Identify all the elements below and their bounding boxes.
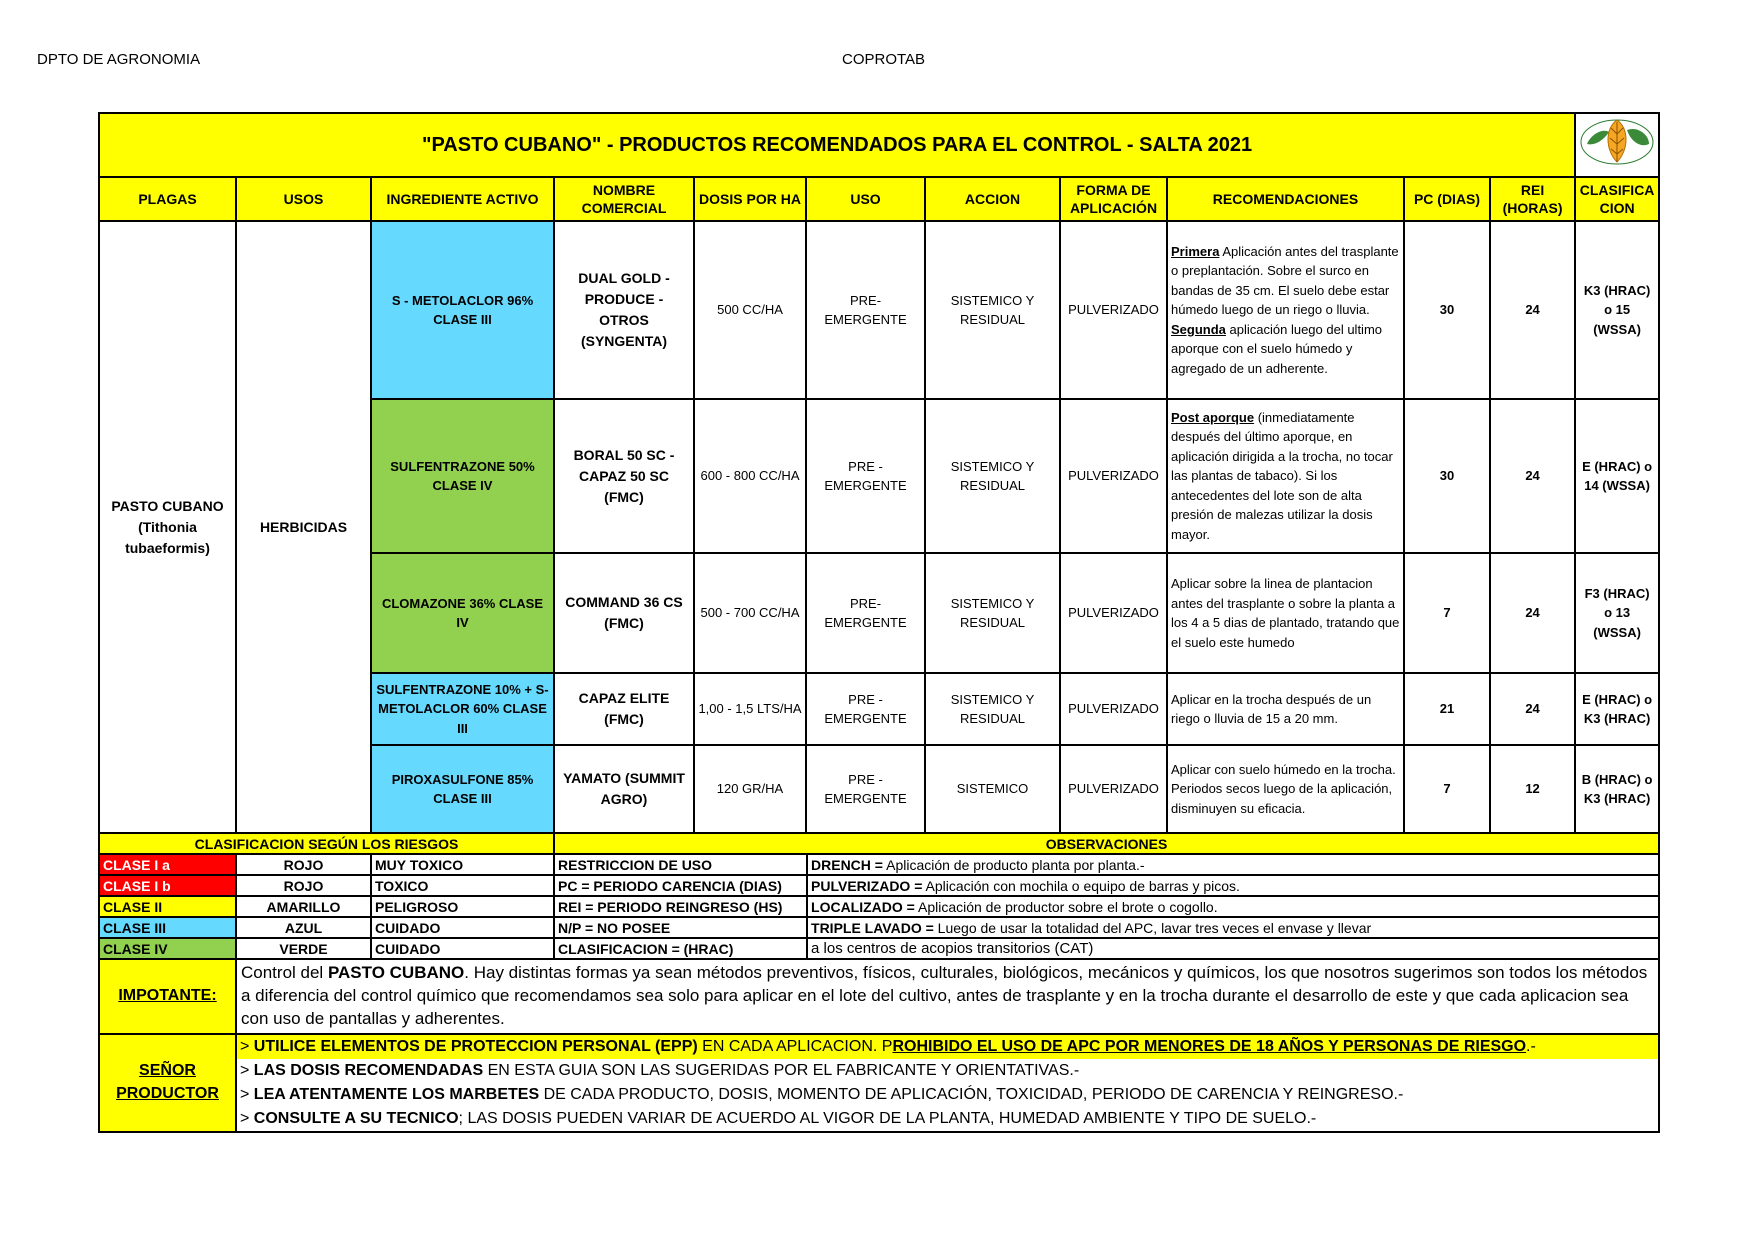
obs-left: CLASIFICACION = (HRAC) — [554, 938, 807, 959]
clasif-cell: K3 (HRAC) o 15 (WSSA) — [1575, 221, 1659, 399]
risk-tox: TOXICO — [371, 875, 554, 896]
risk-row — [99, 938, 1659, 959]
risk-observations-table — [98, 832, 1660, 960]
risk-row — [99, 917, 1659, 938]
risk-row — [99, 875, 1659, 896]
pc-cell: 7 — [1404, 553, 1490, 673]
risk-color: VERDE — [236, 938, 371, 959]
obs-key: TRIPLE LAVADO = — [811, 919, 934, 936]
obs-left: PC = PERIODO CARENCIA (DIAS) — [554, 875, 807, 896]
nombre-cell: COMMAND 36 CS (FMC) — [554, 553, 694, 673]
pc-cell: 30 — [1404, 221, 1490, 399]
obs-title: OBSERVACIONES — [554, 833, 1659, 854]
senor-l1e: .- — [1526, 1037, 1536, 1055]
clasif-cell: F3 (HRAC) o 13 (WSSA) — [1575, 553, 1659, 673]
rei-cell: 24 — [1490, 221, 1575, 399]
obs-right — [807, 938, 1659, 959]
risk-color: AMARILLO — [236, 896, 371, 917]
obs-right — [807, 896, 1659, 917]
forma-cell: PULVERIZADO — [1060, 673, 1167, 745]
senor-l3a: > — [240, 1085, 254, 1103]
risk-row — [99, 896, 1659, 917]
senor-l1a: > — [240, 1037, 254, 1055]
col-clasificacion: CLASIFICACION — [1575, 177, 1659, 221]
uso-cell: PRE - EMERGENTE — [806, 673, 925, 745]
column-headers — [99, 177, 1659, 221]
senor-l4b: CONSULTE A SU TECNICO — [253, 1109, 459, 1127]
senor-label-2: PRODUCTOR — [116, 1084, 219, 1102]
senor-lines — [236, 1034, 1659, 1132]
risk-class: CLASE I b — [99, 875, 236, 896]
uso-cell: PRE - EMERGENTE — [806, 745, 925, 833]
plaga-cell — [99, 221, 236, 833]
uso-cell: PRE-EMERGENTE — [806, 221, 925, 399]
dosis-cell: 120 GR/HA — [694, 745, 806, 833]
obs-value: Luego de usar la totalidad del APC, lavar tres veces el envase y llevar — [933, 919, 1372, 936]
recomendacion-cell: Aplicar en la trocha después de un riego o lluvia de 15 a 20 mm. — [1167, 673, 1404, 745]
risk-tox: CUIDADO — [371, 938, 554, 959]
recomendacion-cell — [1167, 399, 1404, 553]
obs-left: N/P = NO POSEE — [554, 917, 807, 938]
senor-l2b: LAS DOSIS RECOMENDADAS — [253, 1061, 484, 1079]
col-recomendaciones: RECOMENDACIONES — [1167, 177, 1404, 221]
forma-cell: PULVERIZADO — [1060, 399, 1167, 553]
forma-cell: PULVERIZADO — [1060, 221, 1167, 399]
nombre-cell: DUAL GOLD - PRODUCE - OTROS (SYNGENTA) — [554, 221, 694, 399]
rec-text: (inmediatamente después del último aporque, en aplicación dirigida a la trocha, no tocar las plantas de tabaco). Si los antecedentes del lote son de alta presión de malezas utilizar la dosis mayor. — [1171, 409, 1393, 542]
nombre-cell: YAMATO (SUMMIT AGRO) — [554, 745, 694, 833]
risk-class: CLASE IV — [99, 938, 236, 959]
senor-l2c: EN ESTA GUIA SON LAS SUGERIDAS POR EL FABRICANTE Y ORIENTATIVAS.- — [483, 1061, 1080, 1079]
ingrediente-cell: SULFENTRAZONE 50% CLASE IV — [371, 399, 554, 553]
recomendacion-cell — [1167, 221, 1404, 399]
forma-cell: PULVERIZADO — [1060, 553, 1167, 673]
col-ingrediente: INGREDIENTE ACTIVO — [371, 177, 554, 221]
senor-line-1 — [237, 1035, 1658, 1059]
col-accion: ACCION — [925, 177, 1060, 221]
rei-cell: 24 — [1490, 553, 1575, 673]
ingrediente-cell: CLOMAZONE 36% CLASE IV — [371, 553, 554, 673]
obs-right — [807, 854, 1659, 875]
importante-text-c: . Hay distintas formas ya sean métodos preventivos, físicos, culturales, biológicos, mecánicos y químicos, los que nosotros sugerimos son todos los métodos a diferencia del control químico que recomendamos sea solo para aplicar en el lote del cultivo, antes de trasplante y en la trocha durante el desarrollo de este y que cada aplicacion sea con uso de pantallas y adherentes. — [241, 963, 1648, 1028]
plaga-name: PASTO CUBANO — [111, 497, 224, 514]
obs-key: LOCALIZADO = — [811, 898, 915, 915]
header-dept: DPTO DE AGRONOMIA — [37, 51, 201, 68]
risk-title: CLASIFICACION SEGÚN LOS RIESGOS — [99, 833, 554, 854]
uso-cell: PRE-EMERGENTE — [806, 553, 925, 673]
risk-class: CLASE III — [99, 917, 236, 938]
uso-cell: PRE - EMERGENTE — [806, 399, 925, 553]
risk-tox: CUIDADO — [371, 917, 554, 938]
senor-label — [99, 1034, 236, 1132]
rec-emphasis-2: Segunda — [1171, 321, 1226, 337]
importante-label: IMPOTANTE: — [99, 959, 236, 1034]
col-plagas: PLAGAS — [99, 177, 236, 221]
table-row — [99, 221, 1659, 399]
senor-l4a: > — [240, 1109, 254, 1127]
clasif-cell: E (HRAC) o K3 (HRAC) — [1575, 673, 1659, 745]
clasif-cell: B (HRAC) o K3 (HRAC) — [1575, 745, 1659, 833]
obs-left: REI = PERIODO REINGRESO (HS) — [554, 896, 807, 917]
dosis-cell: 500 CC/HA — [694, 221, 806, 399]
ingrediente-cell: SULFENTRAZONE 10% + S-METOLACLOR 60% CLASE III — [371, 673, 554, 745]
rei-cell: 24 — [1490, 673, 1575, 745]
senor-line-2 — [237, 1059, 1658, 1083]
col-usos: USOS — [236, 177, 371, 221]
senor-l1c: EN CADA APLICACION. P — [697, 1037, 893, 1055]
col-rei: REI (HORAS) — [1490, 177, 1575, 221]
plaga-sci: (Tithonia tubaeformis) — [125, 518, 210, 556]
accion-cell: SISTEMICO Y RESIDUAL — [925, 553, 1060, 673]
obs-key: PULVERIZADO = — [811, 877, 923, 894]
importante-text-a: Control del — [241, 963, 328, 982]
risk-color: AZUL — [236, 917, 371, 938]
clasif-cell: E (HRAC) o 14 (WSSA) — [1575, 399, 1659, 553]
senor-l3b: LEA ATENTAMENTE LOS MARBETES — [253, 1085, 540, 1103]
col-forma: FORMA DE APLICACIÓN — [1060, 177, 1167, 221]
header-org: COPROTAB — [842, 51, 926, 68]
nombre-cell: CAPAZ ELITE (FMC) — [554, 673, 694, 745]
obs-right — [807, 917, 1659, 938]
rec-emphasis: Primera — [1171, 243, 1220, 259]
senor-line-3 — [237, 1083, 1658, 1107]
main-table-frame — [98, 112, 1658, 1133]
senor-l1d: ROHIBIDO EL USO DE APC POR MENORES DE 18 AÑOS Y PERSONAS DE RIESGO — [892, 1037, 1527, 1055]
rei-cell: 24 — [1490, 399, 1575, 553]
dosis-cell: 600 - 800 CC/HA — [694, 399, 806, 553]
accion-cell: SISTEMICO Y RESIDUAL — [925, 673, 1060, 745]
rec-text-2: aplicación luego del ultimo aporque con el suelo húmedo y agregado de un adherente. — [1171, 321, 1383, 376]
importante-text — [236, 959, 1659, 1034]
logo — [1575, 113, 1659, 177]
senor-l4c: ; LAS DOSIS PUEDEN VARIAR DE ACUERDO AL VIGOR DE LA PLANTA, HUMEDAD AMBIENTE Y TIPO DE SUELO.- — [458, 1109, 1317, 1127]
obs-value: Aplicación de producto planta por planta.- — [882, 856, 1145, 873]
risk-class: CLASE II — [99, 896, 236, 917]
obs-value: Aplicación de productor sobre el brote o cogollo. — [914, 898, 1218, 915]
importante-text-b: PASTO CUBANO — [327, 963, 465, 982]
senor-l3c: DE CADA PRODUCTO, DOSIS, MOMENTO DE APLICACIÓN, TOXICIDAD, PERIODO DE CARENCIA Y REINGRESO.- — [539, 1085, 1404, 1103]
col-pc: PC (DIAS) — [1404, 177, 1490, 221]
pc-cell: 30 — [1404, 399, 1490, 553]
obs-value: a los centros de acopios transitorios (CAT) — [811, 940, 1094, 957]
obs-value: Aplicación con mochila o equipo de barras y picos. — [922, 877, 1240, 894]
risk-tox: PELIGROSO — [371, 896, 554, 917]
pc-cell: 21 — [1404, 673, 1490, 745]
rec-text: Aplicación antes del trasplante o preplantación. Sobre el surco en bandas de 35 cm. El suelo debe estar húmedo luego de un riego o lluvia. — [1171, 243, 1399, 318]
rei-cell: 12 — [1490, 745, 1575, 833]
obs-right — [807, 875, 1659, 896]
accion-cell: SISTEMICO Y RESIDUAL — [925, 221, 1060, 399]
risk-class: CLASE I a — [99, 854, 236, 875]
col-dosis: DOSIS POR HA — [694, 177, 806, 221]
ingrediente-cell: PIROXASULFONE 85% CLASE III — [371, 745, 554, 833]
senor-l2a: > — [240, 1061, 254, 1079]
col-nombre: NOMBRE COMERCIAL — [554, 177, 694, 221]
importante-table — [98, 958, 1660, 1035]
senor-l1b: UTILICE ELEMENTOS DE PROTECCION PERSONAL (EPP) — [253, 1037, 698, 1055]
accion-cell: SISTEMICO — [925, 745, 1060, 833]
senor-line-4 — [237, 1107, 1658, 1131]
products-table — [98, 112, 1660, 834]
recomendacion-cell: Aplicar con suelo húmedo en la trocha. Periodos secos luego de la aplicación, disminuyen su eficacia. — [1167, 745, 1404, 833]
risk-color: ROJO — [236, 854, 371, 875]
risk-row — [99, 854, 1659, 875]
forma-cell: PULVERIZADO — [1060, 745, 1167, 833]
nombre-cell: BORAL 50 SC - CAPAZ 50 SC (FMC) — [554, 399, 694, 553]
risk-color: ROJO — [236, 875, 371, 896]
dosis-cell: 500 - 700 CC/HA — [694, 553, 806, 673]
col-uso: USO — [806, 177, 925, 221]
obs-left: RESTRICCION DE USO — [554, 854, 807, 875]
risk-tox: MUY TOXICO — [371, 854, 554, 875]
rec-emphasis: Post aporque — [1171, 409, 1255, 425]
coprotab-leaf-logo-icon — [1577, 114, 1657, 170]
recomendacion-cell: Aplicar sobre la linea de plantacion antes del trasplante o sobre la planta a los 4 a 5 dias de plantado, tratando que el suelo este humedo — [1167, 553, 1404, 673]
dosis-cell: 1,00 - 1,5 LTS/HA — [694, 673, 806, 745]
pc-cell: 7 — [1404, 745, 1490, 833]
obs-key: DRENCH = — [811, 856, 883, 873]
accion-cell: SISTEMICO Y RESIDUAL — [925, 399, 1060, 553]
ingrediente-cell: S - METOLACLOR 96% CLASE III — [371, 221, 554, 399]
usos-cell: HERBICIDAS — [236, 221, 371, 833]
table-title: "PASTO CUBANO" - PRODUCTOS RECOMENDADOS PARA EL CONTROL - SALTA 2021 — [99, 113, 1575, 177]
senor-label-1: SEÑOR — [139, 1062, 196, 1080]
senor-productor-table — [98, 1033, 1660, 1133]
